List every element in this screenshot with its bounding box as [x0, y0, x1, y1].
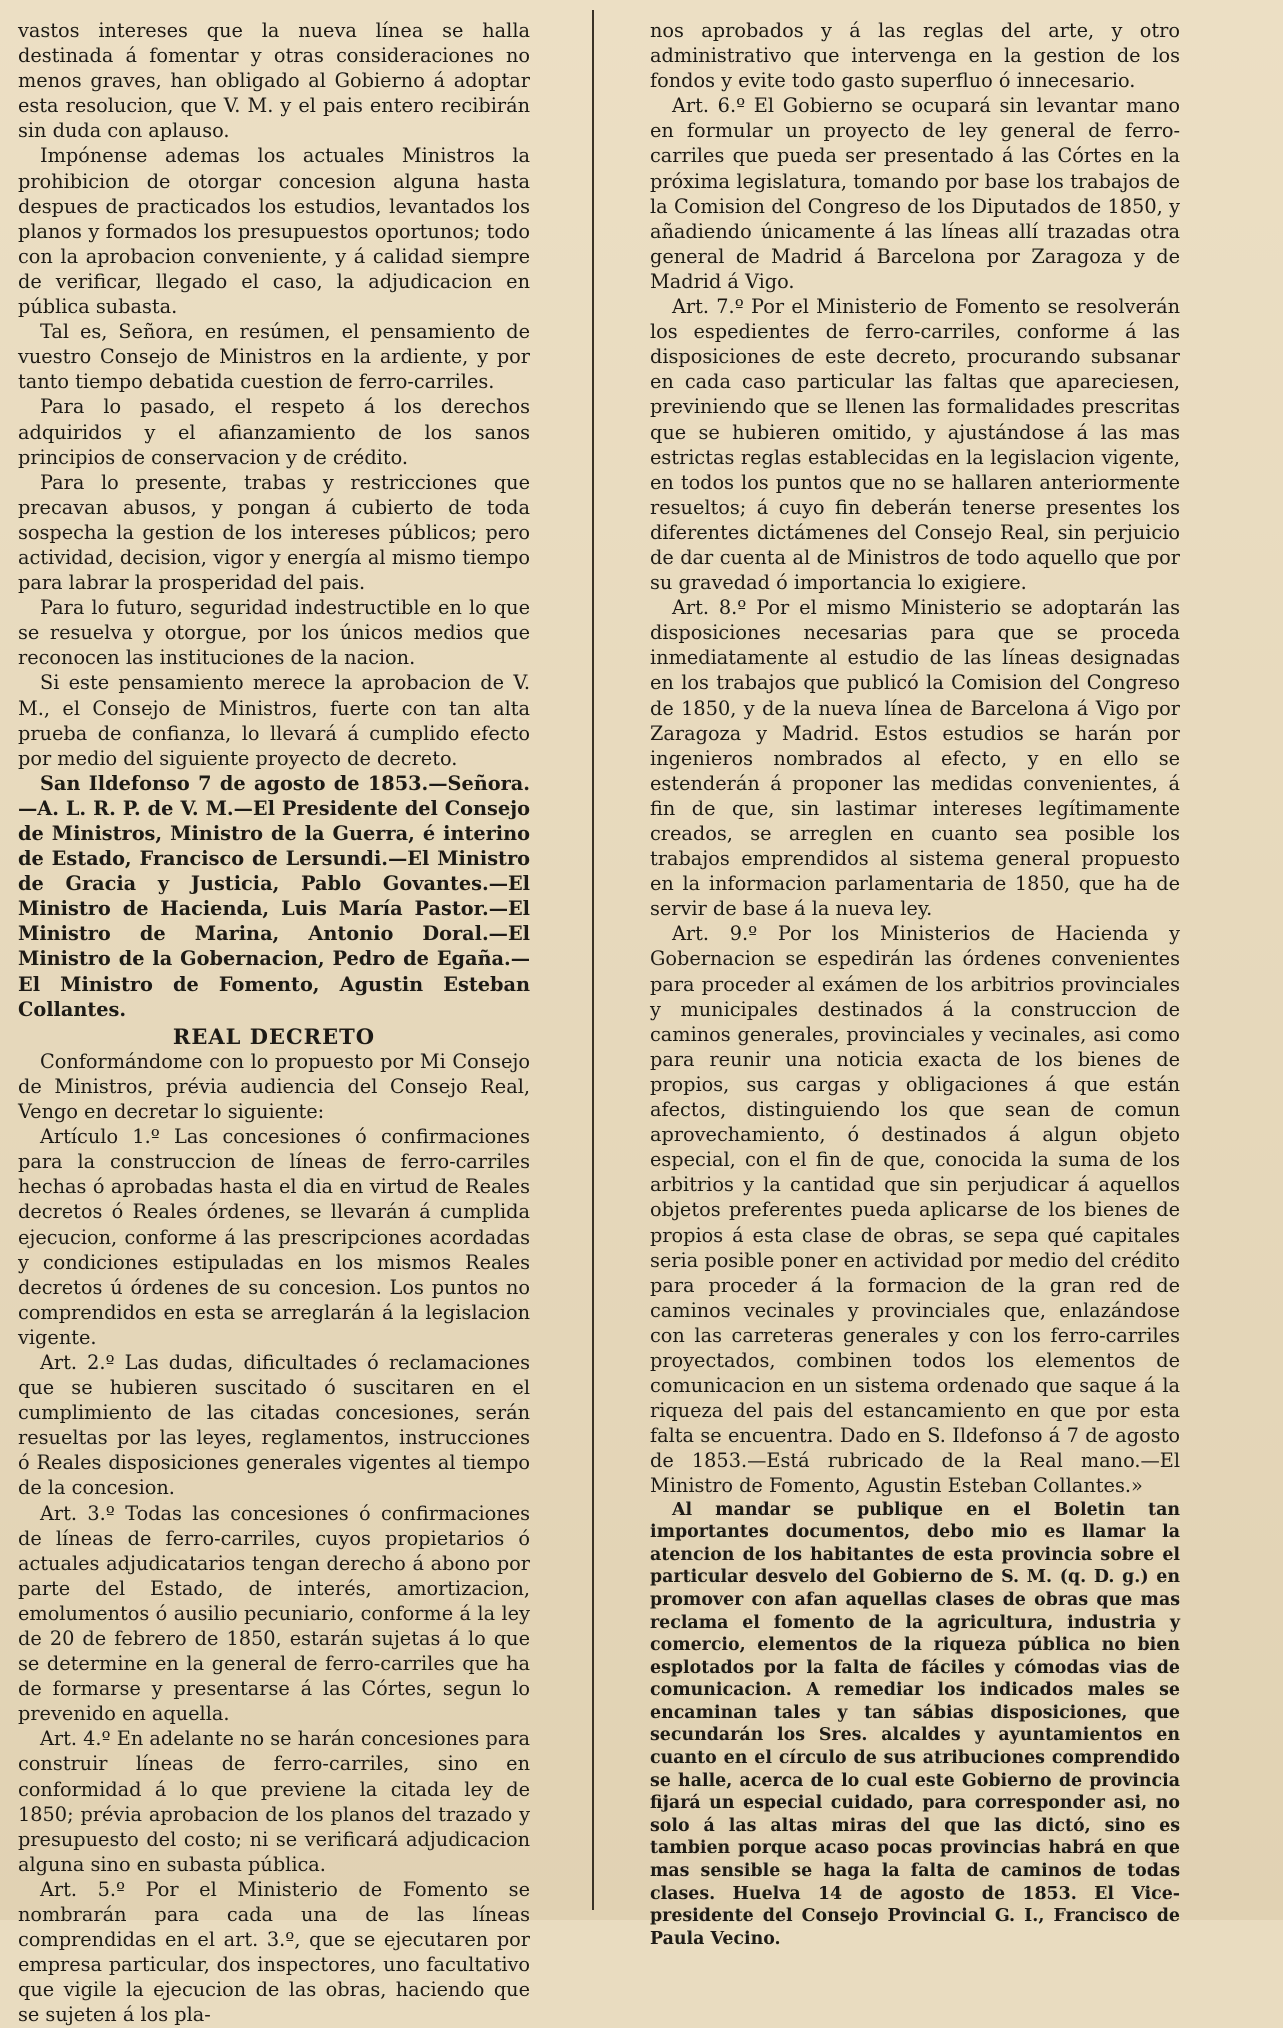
- article-3: Art. 3.º Todas las concesiones ó confirmaciones de líneas de ferro-carriles, cuyos propietarios ó actuales adjudicatarios tengan derecho á abono por parte del Estado, de interés, amortizacion, emolumentos ó ausilio pecuniario, conforme á la ley de 20 de febrero de 1850, estarán sujetas á lo que se determine en la general de ferro-carriles que ha de formarse y presentarse á las Córtes, segun lo prevenido en aquella.: [18, 1501, 530, 1726]
- article-7: Art. 7.º Por el Ministerio de Fomento se resolverán los espedientes de ferro-carriles, conforme á las disposiciones de este decreto, procurando subsanar en cada caso particular las faltas que apareciesen, previniendo que se llenen las formalidades prescritas que se hubieren omitido, y ajustándose á las mas estrictas reglas establecidas en la legislacion vigente, en todos los puntos que no se hallaren anteriormente resueltos; á cuyo fin deberán tenerse presentes los diferentes dictámenes del Consejo Real, sin perjuicio de dar cuenta al de Ministros de todo aquello que por su gravedad ó importancia lo exigiere.: [650, 295, 1180, 595]
- article-4: Art. 4.º En adelante no se harán concesiones para construir líneas de ferro-carriles, sino en conformidad á lo que previene la citada ley de 1850; prévia aprobacion de los planos del trazado y presupuesto del costo; ni se verificará adjudicacion alguna sino en subasta pública.: [18, 1727, 530, 1876]
- article-2: Art. 2.º Las dudas, dificultades ó reclamaciones que se hubieren suscitado ó suscitaren en el cumplimiento de las citadas concesiones, serán resueltas por las leyes, reglamentos, instrucciones ó Reales disposiciones generales vigentes al tiempo de la concesion.: [18, 1350, 530, 1500]
- article-5: Art. 5.º Por el Ministerio de Fomento se nombrarán para cada una de las líneas comprendidas en el art. 3.º, que se ejecutaren por empresa particular, dos inspectores, uno facultativo que vigile la ejecucion de las obras, haciendo que se sujeten á los pla-: [18, 1877, 530, 2027]
- governor-note: Al mandar se publique en el Boletin tan importantes documentos, debo mio es llamar la atencion de los habitantes de esta provincia sobre el particular desvelo del Gobierno de S. M. (q. D. g.) en promover con afan aquellas clases de obras que mas reclama el fomento de la agricultura, industria y comercio, elementos de la riqueza pública no bien esplotados por la falta de fáciles y cómodas vias de comunicacion. A remediar los indicados males se encaminan tales y tan sábias disposiciones, que secundarán los Sres. alcaldes y ayuntamientos en cuanto en el círculo de sus atribuciones comprendido se halle, acerca de lo cual este Gobierno de provincia fijará un especial cuidado, para corresponder asi, no solo á las altas miras del que las dictó, sino es tambien porque acaso pocas provincias habrá en que mas sensible se haga la falta de caminos de todas clases. Huelva 14 de agosto de 1853. El Vice-presidente del Consejo Provincial G. I., Francisco de Paula Vecino.: [650, 1499, 1180, 1949]
- right-column: [650, 18, 1180, 1949]
- left-paragraph-2: Impónense ademas los actuales Ministros la prohibicion de otorgar concesion alguna hasta despues de practicados los estudios, levantados los planos y formados los presupuestos oportunos; todo con la aprobacion conveniente, y á calidad siempre de verificar, llegado el caso, la adjudicacion en pública subasta.: [18, 144, 530, 319]
- left-paragraph-3: Tal es, Señora, en resúmen, el pensamiento de vuestro Consejo de Ministros en la ardiente, y por tanto tiempo debatida cuestion de ferro-carriles.: [18, 320, 530, 394]
- article-6: Art. 6.º El Gobierno se ocupará sin levantar mano en formular un proyecto de ley general de ferro-carriles que pueda ser presentado á las Córtes en la próxima legislatura, tomando por base los trabajos de la Comision del Congreso de los Diputados de 1850, y añadiendo únicamente á las líneas allí trazadas otra general de Madrid á Barcelona por Zaragoza y de Madrid á Vigo.: [650, 94, 1180, 293]
- article-1: Artículo 1.º Las concesiones ó confirmaciones para la construccion de líneas de ferro-carriles hechas ó aprobadas hasta el dia en virtud de Reales decretos ó Reales órdenes, se llevarán á cumplida ejecucion, conforme á las prescripciones acordadas y condiciones estipuladas en los mismos Reales decretos ú órdenes de su concesion. Los puntos no comprendidos en esta se arreglarán á la legislacion vigente.: [18, 1125, 530, 1349]
- article-8: Art. 8.º Por el mismo Ministerio se adoptarán las disposiciones necesarias para que se proceda inmediatamente al estudio de las líneas designadas en los trabajos que publicó la Comision del Congreso de 1850, y de la nueva línea de Barcelona á Vigo por Zaragoza y Madrid. Estos estudios se harán por ingenieros nombrados al efecto, y en ello se estenderán á proponer las medidas convenientes, á fin de que, sin lastimar intereses legítimamente creados, se arreglen en cuanto sea posible los trabajos emprendidos al sistema general propuesto en la informacion parlamentaria de 1850, que ha de servir de base á la nueva ley.: [650, 596, 1180, 921]
- decree-preamble: Conformándome con lo propuesto por Mi Consejo de Ministros, prévia audiencia del Consejo Real, Vengo en decretar lo siguiente:: [18, 1049, 530, 1124]
- signatures-paragraph: San Ildefonso 7 de agosto de 1853.—Señora.—A. L. R. P. de V. M.—El Presidente del Consejo de Ministros, Ministro de la Guerra, é interino de Estado, Francisco de Lersundi.—El Ministro de Gracia y Justicia, Pablo Govantes.—El Ministro de Hacienda, Luis María Pastor.—El Ministro de Marina, Antonio Doral.—El Ministro de la Gobernacion, Pedro de Egaña.—El Ministro de Fomento, Agustin Esteban Collantes.: [18, 771, 530, 1021]
- left-paragraph-5: Para lo presente, trabas y restricciones que precavan abusos, y pongan á cubierto de toda sospecha la gestion de los intereses públicos; pero actividad, decision, vigor y energía al mismo tiempo para labrar la prosperidad del pais.: [18, 470, 530, 595]
- left-paragraph-6: Para lo futuro, seguridad indestructible en lo que se resuelva y otorgue, por los únicos medios que reconocen las instituciones de la nacion.: [18, 596, 530, 670]
- article-5-continued: nos aprobados y á las reglas del arte, y otro administrativo que intervenga en la gestion de los fondos y evite todo gasto superfluo ó innecesario.: [650, 19, 1180, 93]
- left-paragraph-4: Para lo pasado, el respeto á los derechos adquiridos y el afianzamiento de los sanos principios de conservacion y de crédito.: [18, 395, 530, 469]
- real-decreto-heading: REAL DECRETO: [172, 1023, 376, 1049]
- left-column: [18, 18, 530, 2027]
- left-paragraph-1: vastos intereses que la nueva línea se halla destinada á fomentar y otras consideraciones no menos graves, han obligado al Gobierno á adoptar esta resolucion, que V. M. y el pais entero recibirán sin duda con aplauso.: [18, 19, 530, 143]
- article-9: Art. 9.º Por los Ministerios de Hacienda y Gobernacion se espedirán las órdenes convenientes para proceder al exámen de los arbitrios provinciales y municipales destinados á la construccion de caminos generales, provinciales y vecinales, asi como para reunir una noticia exacta de los bienes de propios, sus cargas y obligaciones á que están afectos, distinguiendo los que sean de comun aprovechamiento, ó destinados á algun objeto especial, con el fin de que, conocida la suma de los arbitrios y la cantidad que sin perjudicar á aquellos objetos preferentes pueda aplicarse de los bienes de propios á esta clase de obras, se sepa qué capitales seria posible poner en actividad por medio del crédito para proceder á la formacion de la gran red de caminos vecinales y provinciales que, enlazándose con las carreteras generales y con los ferro-carriles proyectados, combinen todos los elementos de comunicacion en un sistema ordenado que saque á la riqueza del pais del estancamiento en que por esta falta se encuentra. Dado en S. Ildefonso á 7 de agosto de 1853.—Está rubricado de la Real mano.—El Ministro de Fomento, Agustin Esteban Collantes.»: [650, 922, 1180, 1498]
- left-paragraph-7: Si este pensamiento merece la aprobacion de V. M., el Consejo de Ministros, fuerte con tan alta prueba de confianza, lo llevará á cumplido efecto por medio del siguiente proyecto de decreto.: [18, 671, 530, 770]
- column-divider: [592, 10, 594, 1910]
